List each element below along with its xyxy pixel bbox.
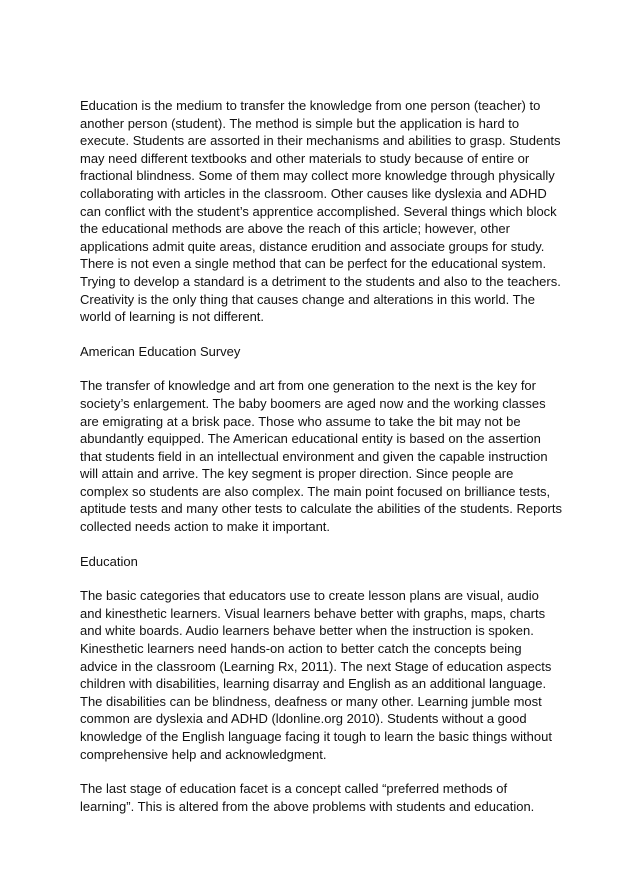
- section-heading-education: Education: [80, 553, 138, 569]
- education-categories-paragraph: The basic categories that educators use to create lesson plans are visual, audio and kinesthetic learners. Visual learners behave better with graphs, maps, charts and white boards. Audio learners behave better when the instruction is spoken. Kinesthetic learners need hands-on action to better catch the concepts being advice in the classroom (Learning Rx, 2011). The next Stage of education aspects children with disabilities, learning disarray and English as an additional language. The disabilities can be blindness, deafness or many other. Learning jumble most common are dyslexia and ADHD (ldonline.org 2010). Students without a good knowledge of the English language facing it tough to learn the basic things without comprehensive help and acknowledgment.: [80, 588, 552, 762]
- section-heading-american-education-survey: American Education Survey: [80, 343, 241, 359]
- survey-paragraph: The transfer of knowledge and art from one generation to the next is the key for society’s enlargement. The baby boomers are aged now and the working classes are emigrating at a brisk pace. Those who assume to take the bit may not be abundantly equipped. The American educational entity is based on the assertion that students field in an intellectual environment and given the capable instruction will attain and arrive. The key segment is proper direction. Since people are complex so students are also complex. The main point focused on brilliance tests, aptitude tests and many other tests to calculate the abilities of the students. Reports collected needs action to make it important.: [80, 378, 562, 535]
- preferred-methods-paragraph: The last stage of education facet is a concept called “preferred methods of learning”. This is altered from the above problems with students and education.: [80, 781, 535, 814]
- document-page: [80, 97, 562, 815]
- intro-paragraph: Education is the medium to transfer the knowledge from one person (teacher) to another person (student). The method is simple but the application is hard to execute. Students are assorted in their mechanisms and abilities to grasp. Students may need different textbooks and other materials to study because of entire or fractional blindness. Some of them may collect more knowledge through physically collaborating with articles in the classroom. Other causes like dyslexia and ADHD can conflict with the student’s apprentice accomplished. Several things which block the educational methods are above the reach of this article; however, other applications admit quite areas, distance erudition and associate groups for study. There is not even a single method that can be perfect for the educational system. Trying to develop a standard is a detriment to the students and also to the teachers. Creativity is the only thing that causes change and alterations in this world. The world of learning is not different.: [80, 98, 561, 325]
